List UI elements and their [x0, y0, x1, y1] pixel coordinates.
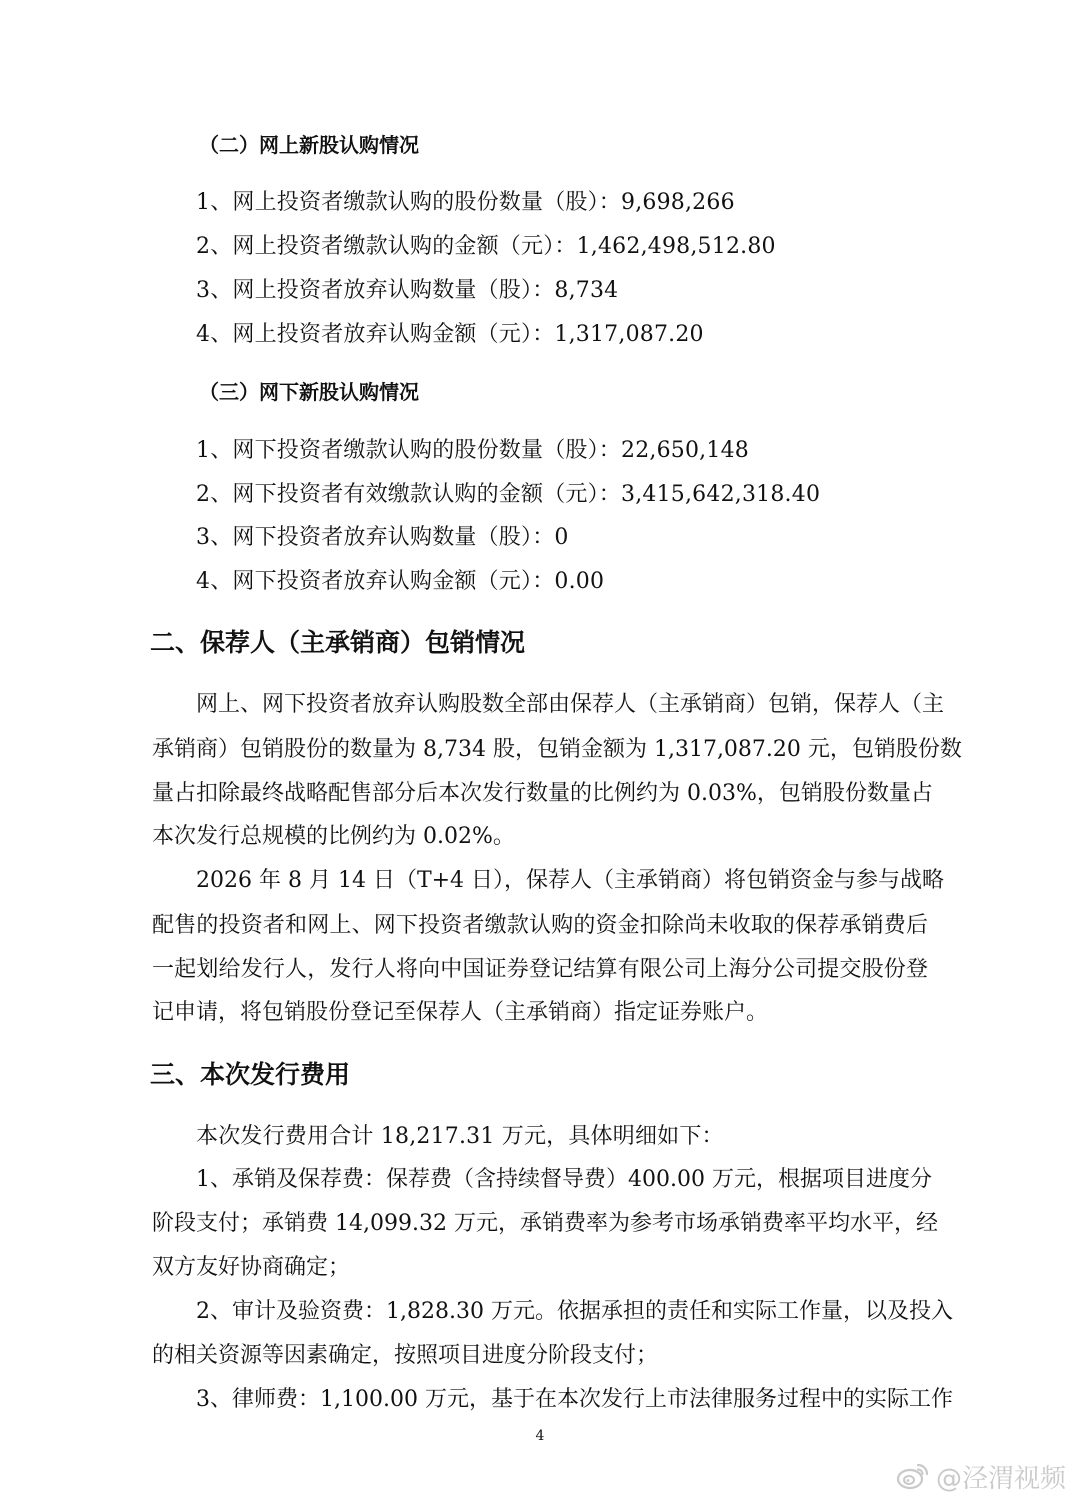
underwriting-para2-line2: 配售的投资者和网上、网下投资者缴款认购的资金扣除尚未收取的保荐承销费后: [152, 913, 928, 938]
costs-item1-line1: 1、承销及保荐费：保荐费（含持续督导费）400.00 万元，根据项目进度分: [196, 1167, 932, 1192]
costs-item2-line1: 2、审计及验资费：1,828.30 万元。依据承担的责任和实际工作量，以及投入: [196, 1299, 953, 1324]
underwriting-para1-line4: 本次发行总规模的比例约为 0.02%。: [152, 824, 515, 849]
online-item-2: 2、网上投资者缴款认购的金额（元）：1,462,498,512.80: [196, 234, 776, 259]
online-item-3: 3、网上投资者放弃认购数量（股）：8,734: [196, 278, 619, 303]
offline-item-2: 2、网下投资者有效缴款认购的金额（元）：3,415,642,318.40: [196, 482, 821, 507]
costs-item1-line3: 双方友好协商确定；: [152, 1255, 351, 1280]
underwriting-para1-line3: 量占扣除最终战略配售部分后本次发行数量的比例约为 0.03%，包销股份数量占: [152, 781, 933, 806]
offline-item-4: 4、网下投资者放弃认购金额（元）：0.00: [196, 569, 605, 594]
costs-item3-line1: 3、律师费：1,100.00 万元，基于在本次发行上市法律服务过程中的实际工作: [196, 1387, 953, 1412]
costs-intro: 本次发行费用合计 18,217.31 万元，具体明细如下：: [196, 1124, 724, 1149]
watermark-text: @泾渭视频: [935, 1463, 1066, 1494]
online-item-4: 4、网上投资者放弃认购金额（元）：1,317,087.20: [196, 322, 704, 347]
underwriting-para2-line3: 一起划给发行人，发行人将向中国证券登记结算有限公司上海分公司提交股份登: [152, 957, 928, 982]
section-heading-offline-subscription: （三）网下新股认购情况: [199, 380, 419, 404]
costs-item1-line2: 阶段支付；承销费 14,099.32 万元，承销费率为参考市场承销费率平均水平，经: [152, 1211, 938, 1236]
online-item-1: 1、网上投资者缴款认购的股份数量（股）：9,698,266: [196, 190, 735, 215]
chapter-heading-underwriting: 二、保荐人（主承销商）包销情况: [150, 628, 526, 657]
watermark: [896, 1456, 1066, 1496]
page-number: 4: [535, 1428, 545, 1444]
section-heading-online-subscription: （二）网上新股认购情况: [199, 133, 419, 157]
costs-item2-line2: 的相关资源等因素确定，按照项目进度分阶段支付；: [152, 1343, 659, 1368]
underwriting-para1-line2: 承销商）包销股份的数量为 8,734 股，包销金额为 1,317,087.20 元，包销股份数: [152, 737, 962, 762]
chapter-heading-issuance-costs: 三、本次发行费用: [150, 1060, 351, 1089]
offline-item-1: 1、网下投资者缴款认购的股份数量（股）：22,650,148: [196, 438, 749, 463]
offline-item-3: 3、网下投资者放弃认购数量（股）：0: [196, 525, 569, 550]
underwriting-para2-line4: 记申请，将包销股份登记至保荐人（主承销商）指定证券账户。: [152, 1000, 769, 1025]
weibo-logo-icon: [896, 1462, 930, 1490]
underwriting-para2-line1: 2026 年 8 月 14 日（T+4 日），保荐人（主承销商）将包销资金与参与战略: [196, 868, 945, 893]
underwriting-para1-line1: 网上、网下投资者放弃认购股数全部由保荐人（主承销商）包销，保荐人（主: [196, 692, 945, 717]
